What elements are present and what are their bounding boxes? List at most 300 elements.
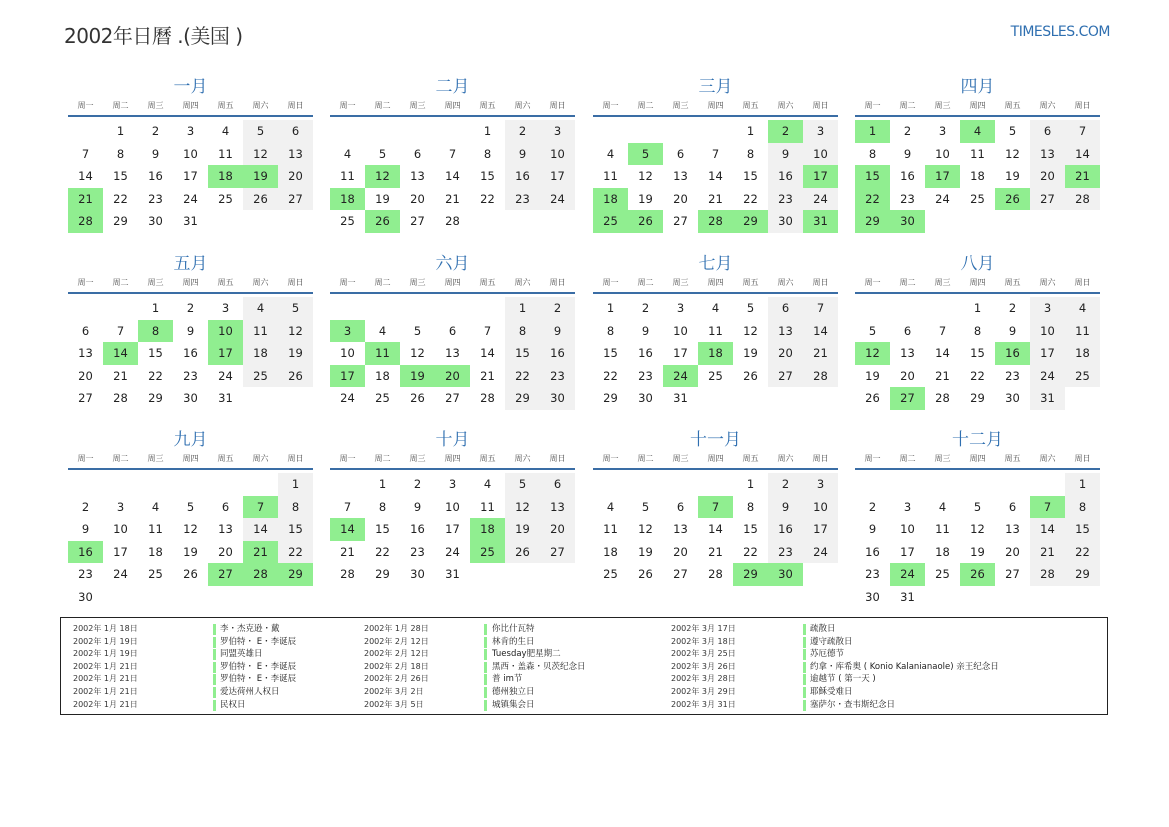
day-cell[interactable]: 4 [711, 301, 720, 315]
day-cell[interactable]: 27 [1005, 567, 1020, 581]
holiday-day-cell[interactable]: 21 [68, 188, 103, 211]
day-cell[interactable]: 14 [803, 320, 838, 343]
day-cell[interactable]: 15 [603, 346, 618, 360]
day-cell[interactable]: 24 [340, 391, 355, 405]
holiday-day-cell[interactable]: 21 [1065, 165, 1100, 188]
day-cell[interactable]: 26 [183, 567, 198, 581]
day-cell[interactable]: 15 [480, 169, 495, 183]
day-cell[interactable]: 30 [638, 391, 653, 405]
holiday-day-cell[interactable]: 30 [768, 563, 803, 586]
day-cell[interactable]: 21 [803, 342, 838, 365]
day-cell[interactable]: 6 [221, 499, 230, 514]
holiday-day-cell[interactable]: 25 [470, 541, 505, 564]
day-cell[interactable]: 26 [243, 188, 278, 211]
holiday-day-cell[interactable]: 28 [243, 563, 278, 586]
day-cell[interactable]: 21 [480, 368, 495, 383]
day-cell[interactable]: 4 [378, 323, 387, 338]
day-cell[interactable]: 21 [113, 368, 128, 383]
day-cell[interactable]: 9 [1008, 323, 1017, 338]
day-cell[interactable]: 2 [413, 477, 422, 491]
day-cell[interactable]: 19 [375, 191, 390, 206]
day-cell[interactable]: 29 [505, 387, 540, 410]
holiday-day-cell[interactable]: 3 [330, 320, 365, 343]
day-cell[interactable]: 6 [278, 120, 313, 143]
day-cell[interactable]: 23 [148, 191, 163, 206]
day-cell[interactable]: 10 [1030, 320, 1065, 343]
day-cell[interactable]: 19 [638, 191, 653, 206]
holiday-day-cell[interactable]: 10 [208, 320, 243, 343]
day-cell[interactable]: 22 [603, 368, 618, 383]
day-cell[interactable]: 4 [221, 124, 230, 138]
day-cell[interactable]: 30 [183, 391, 198, 405]
day-cell[interactable]: 7 [81, 146, 90, 161]
day-cell[interactable]: 31 [1030, 387, 1065, 410]
day-cell[interactable]: 10 [803, 143, 838, 166]
holiday-day-cell[interactable]: 26 [960, 563, 995, 586]
day-cell[interactable]: 23 [540, 365, 575, 388]
day-cell[interactable]: 13 [673, 169, 688, 183]
day-cell[interactable]: 13 [900, 346, 915, 360]
day-cell[interactable]: 13 [1030, 143, 1065, 166]
day-cell[interactable]: 8 [505, 320, 540, 343]
holiday-day-cell[interactable]: 5 [628, 143, 663, 166]
day-cell[interactable]: 15 [743, 169, 758, 183]
day-cell[interactable]: 22 [743, 544, 758, 559]
day-cell[interactable]: 24 [540, 188, 575, 211]
day-cell[interactable]: 19 [743, 346, 758, 360]
day-cell[interactable]: 24 [935, 191, 950, 206]
day-cell[interactable]: 19 [865, 368, 880, 383]
day-cell[interactable]: 10 [113, 522, 128, 536]
day-cell[interactable]: 23 [78, 567, 93, 581]
day-cell[interactable]: 11 [243, 320, 278, 343]
day-cell[interactable]: 2 [1008, 301, 1017, 315]
day-cell[interactable]: 4 [243, 297, 278, 320]
day-cell[interactable]: 20 [218, 544, 233, 559]
holiday-day-cell[interactable]: 18 [698, 342, 733, 365]
day-cell[interactable]: 30 [540, 387, 575, 410]
day-cell[interactable]: 16 [865, 544, 880, 559]
holiday-day-cell[interactable]: 17 [925, 165, 960, 188]
day-cell[interactable]: 11 [1065, 320, 1100, 343]
day-cell[interactable]: 19 [278, 342, 313, 365]
day-cell[interactable]: 9 [641, 323, 650, 338]
day-cell[interactable]: 23 [410, 544, 425, 559]
day-cell[interactable]: 24 [113, 567, 128, 581]
day-cell[interactable]: 1 [505, 297, 540, 320]
day-cell[interactable]: 3 [1030, 297, 1065, 320]
day-cell[interactable]: 30 [410, 567, 425, 581]
day-cell[interactable]: 25 [218, 191, 233, 206]
day-cell[interactable]: 2 [186, 301, 195, 315]
day-cell[interactable]: 9 [903, 146, 912, 161]
day-cell[interactable]: 18 [375, 368, 390, 383]
day-cell[interactable]: 3 [221, 301, 230, 315]
day-cell[interactable]: 10 [673, 323, 688, 338]
day-cell[interactable]: 4 [606, 146, 615, 161]
holiday-day-cell[interactable]: 18 [330, 188, 365, 211]
day-cell[interactable]: 23 [900, 191, 915, 206]
day-cell[interactable]: 17 [673, 346, 688, 360]
day-cell[interactable]: 28 [480, 391, 495, 405]
day-cell[interactable]: 2 [768, 473, 803, 496]
day-cell[interactable]: 2 [868, 499, 877, 514]
day-cell[interactable]: 12 [743, 323, 758, 338]
site-logo[interactable]: TIMESLES.COM [1010, 24, 1110, 40]
day-cell[interactable]: 5 [243, 120, 278, 143]
day-cell[interactable]: 10 [340, 346, 355, 360]
holiday-day-cell[interactable]: 19 [400, 365, 435, 388]
day-cell[interactable]: 8 [483, 146, 492, 161]
day-cell[interactable]: 9 [186, 323, 195, 338]
day-cell[interactable]: 19 [638, 544, 653, 559]
day-cell[interactable]: 11 [148, 522, 163, 536]
day-cell[interactable]: 13 [1005, 522, 1020, 536]
day-cell[interactable]: 9 [768, 143, 803, 166]
day-cell[interactable]: 28 [935, 391, 950, 405]
day-cell[interactable]: 22 [113, 191, 128, 206]
day-cell[interactable]: 1 [151, 301, 160, 315]
day-cell[interactable]: 19 [1005, 169, 1020, 183]
day-cell[interactable]: 30 [78, 589, 93, 604]
day-cell[interactable]: 16 [540, 342, 575, 365]
day-cell[interactable]: 15 [970, 346, 985, 360]
day-cell[interactable]: 12 [638, 169, 653, 183]
day-cell[interactable]: 25 [935, 567, 950, 581]
day-cell[interactable]: 17 [183, 169, 198, 183]
day-cell[interactable]: 1 [746, 477, 755, 491]
day-cell[interactable]: 13 [278, 143, 313, 166]
day-cell[interactable]: 22 [505, 365, 540, 388]
day-cell[interactable]: 16 [900, 169, 915, 183]
day-cell[interactable]: 7 [116, 323, 125, 338]
day-cell[interactable]: 13 [445, 346, 460, 360]
holiday-day-cell[interactable]: 17 [330, 365, 365, 388]
day-cell[interactable]: 12 [638, 522, 653, 536]
day-cell[interactable]: 26 [638, 567, 653, 581]
day-cell[interactable]: 16 [410, 522, 425, 536]
holiday-day-cell[interactable]: 7 [243, 496, 278, 519]
day-cell[interactable]: 29 [603, 391, 618, 405]
holiday-day-cell[interactable]: 18 [593, 188, 628, 211]
day-cell[interactable]: 8 [746, 499, 755, 514]
day-cell[interactable]: 29 [970, 391, 985, 405]
day-cell[interactable]: 27 [78, 391, 93, 405]
holiday-day-cell[interactable]: 2 [768, 120, 803, 143]
holiday-day-cell[interactable]: 16 [995, 342, 1030, 365]
holiday-day-cell[interactable]: 4 [960, 120, 995, 143]
day-cell[interactable]: 4 [1065, 297, 1100, 320]
holiday-day-cell[interactable]: 20 [435, 365, 470, 388]
day-cell[interactable]: 20 [768, 342, 803, 365]
day-cell[interactable]: 3 [116, 499, 125, 514]
day-cell[interactable]: 28 [803, 365, 838, 388]
day-cell[interactable]: 27 [673, 214, 688, 228]
day-cell[interactable]: 11 [218, 146, 233, 161]
day-cell[interactable]: 15 [505, 342, 540, 365]
day-cell[interactable]: 8 [278, 496, 313, 519]
day-cell[interactable]: 20 [278, 165, 313, 188]
day-cell[interactable]: 18 [148, 544, 163, 559]
day-cell[interactable]: 13 [410, 169, 425, 183]
day-cell[interactable]: 9 [151, 146, 160, 161]
day-cell[interactable]: 23 [505, 188, 540, 211]
day-cell[interactable]: 20 [1005, 544, 1020, 559]
holiday-day-cell[interactable]: 29 [733, 210, 768, 233]
day-cell[interactable]: 15 [743, 522, 758, 536]
day-cell[interactable]: 8 [746, 146, 755, 161]
day-cell[interactable]: 20 [540, 518, 575, 541]
holiday-day-cell[interactable]: 14 [330, 518, 365, 541]
day-cell[interactable]: 19 [505, 518, 540, 541]
day-cell[interactable]: 23 [183, 368, 198, 383]
day-cell[interactable]: 6 [540, 473, 575, 496]
day-cell[interactable]: 10 [540, 143, 575, 166]
day-cell[interactable]: 4 [151, 499, 160, 514]
day-cell[interactable]: 5 [378, 146, 387, 161]
day-cell[interactable]: 20 [900, 368, 915, 383]
holiday-day-cell[interactable]: 27 [890, 387, 925, 410]
day-cell[interactable]: 22 [278, 541, 313, 564]
day-cell[interactable]: 5 [413, 323, 422, 338]
day-cell[interactable]: 6 [448, 323, 457, 338]
day-cell[interactable]: 17 [445, 522, 460, 536]
day-cell[interactable]: 9 [81, 522, 90, 536]
day-cell[interactable]: 26 [865, 391, 880, 405]
day-cell[interactable]: 31 [445, 567, 460, 581]
day-cell[interactable]: 2 [151, 124, 160, 138]
day-cell[interactable]: 5 [973, 499, 982, 514]
day-cell[interactable]: 8 [1065, 496, 1100, 519]
day-cell[interactable]: 18 [603, 544, 618, 559]
day-cell[interactable]: 1 [746, 124, 755, 138]
day-cell[interactable]: 25 [375, 391, 390, 405]
holiday-day-cell[interactable]: 30 [890, 210, 925, 233]
day-cell[interactable]: 13 [540, 496, 575, 519]
day-cell[interactable]: 27 [410, 214, 425, 228]
day-cell[interactable]: 10 [445, 499, 460, 514]
holiday-day-cell[interactable]: 8 [138, 320, 173, 343]
day-cell[interactable]: 9 [413, 499, 422, 514]
day-cell[interactable]: 11 [708, 323, 723, 338]
day-cell[interactable]: 20 [1030, 165, 1065, 188]
day-cell[interactable]: 2 [540, 297, 575, 320]
day-cell[interactable]: 26 [505, 541, 540, 564]
day-cell[interactable]: 14 [243, 518, 278, 541]
day-cell[interactable]: 30 [865, 589, 880, 604]
day-cell[interactable]: 29 [375, 567, 390, 581]
day-cell[interactable]: 9 [540, 320, 575, 343]
day-cell[interactable]: 26 [278, 365, 313, 388]
day-cell[interactable]: 22 [1065, 541, 1100, 564]
day-cell[interactable]: 31 [183, 214, 198, 228]
day-cell[interactable]: 31 [218, 391, 233, 405]
day-cell[interactable]: 15 [113, 169, 128, 183]
day-cell[interactable]: 8 [868, 146, 877, 161]
day-cell[interactable]: 25 [970, 191, 985, 206]
day-cell[interactable]: 11 [340, 169, 355, 183]
day-cell[interactable]: 9 [868, 522, 877, 536]
day-cell[interactable]: 20 [78, 368, 93, 383]
day-cell[interactable]: 5 [278, 297, 313, 320]
day-cell[interactable]: 17 [900, 544, 915, 559]
day-cell[interactable]: 5 [641, 499, 650, 514]
holiday-day-cell[interactable]: 18 [208, 165, 243, 188]
day-cell[interactable]: 6 [676, 146, 685, 161]
day-cell[interactable]: 14 [1030, 518, 1065, 541]
day-cell[interactable]: 6 [81, 323, 90, 338]
day-cell[interactable]: 15 [278, 518, 313, 541]
day-cell[interactable]: 14 [935, 346, 950, 360]
holiday-day-cell[interactable]: 29 [855, 210, 890, 233]
day-cell[interactable]: 26 [743, 368, 758, 383]
day-cell[interactable]: 15 [375, 522, 390, 536]
day-cell[interactable]: 25 [243, 365, 278, 388]
day-cell[interactable]: 25 [708, 368, 723, 383]
day-cell[interactable]: 24 [445, 544, 460, 559]
day-cell[interactable]: 22 [375, 544, 390, 559]
day-cell[interactable]: 22 [480, 191, 495, 206]
day-cell[interactable]: 11 [935, 522, 950, 536]
day-cell[interactable]: 21 [708, 191, 723, 206]
day-cell[interactable]: 10 [183, 146, 198, 161]
day-cell[interactable]: 4 [938, 499, 947, 514]
day-cell[interactable]: 18 [243, 342, 278, 365]
holiday-day-cell[interactable]: 14 [103, 342, 138, 365]
day-cell[interactable]: 29 [148, 391, 163, 405]
day-cell[interactable]: 7 [803, 297, 838, 320]
day-cell[interactable]: 1 [278, 473, 313, 496]
day-cell[interactable]: 5 [868, 323, 877, 338]
day-cell[interactable]: 2 [505, 120, 540, 143]
day-cell[interactable]: 27 [278, 188, 313, 211]
day-cell[interactable]: 22 [743, 191, 758, 206]
holiday-day-cell[interactable]: 28 [698, 210, 733, 233]
day-cell[interactable]: 20 [673, 544, 688, 559]
day-cell[interactable]: 11 [603, 522, 618, 536]
day-cell[interactable]: 13 [768, 320, 803, 343]
day-cell[interactable]: 6 [413, 146, 422, 161]
day-cell[interactable]: 23 [865, 567, 880, 581]
day-cell[interactable]: 5 [1008, 124, 1017, 138]
day-cell[interactable]: 8 [378, 499, 387, 514]
day-cell[interactable]: 2 [903, 124, 912, 138]
day-cell[interactable]: 19 [970, 544, 985, 559]
day-cell[interactable]: 30 [1005, 391, 1020, 405]
day-cell[interactable]: 12 [970, 522, 985, 536]
holiday-day-cell[interactable]: 12 [855, 342, 890, 365]
day-cell[interactable]: 3 [448, 477, 457, 491]
holiday-day-cell[interactable]: 28 [68, 210, 103, 233]
day-cell[interactable]: 21 [935, 368, 950, 383]
day-cell[interactable]: 27 [673, 567, 688, 581]
day-cell[interactable]: 16 [638, 346, 653, 360]
day-cell[interactable]: 26 [410, 391, 425, 405]
holiday-day-cell[interactable]: 29 [733, 563, 768, 586]
day-cell[interactable]: 12 [505, 496, 540, 519]
day-cell[interactable]: 16 [148, 169, 163, 183]
day-cell[interactable]: 2 [641, 301, 650, 315]
day-cell[interactable]: 23 [1005, 368, 1020, 383]
day-cell[interactable]: 18 [970, 169, 985, 183]
holiday-day-cell[interactable]: 24 [663, 365, 698, 388]
day-cell[interactable]: 10 [803, 496, 838, 519]
holiday-day-cell[interactable]: 7 [1030, 496, 1065, 519]
day-cell[interactable]: 28 [708, 567, 723, 581]
day-cell[interactable]: 3 [938, 124, 947, 138]
day-cell[interactable]: 20 [673, 191, 688, 206]
day-cell[interactable]: 23 [638, 368, 653, 383]
day-cell[interactable]: 12 [278, 320, 313, 343]
holiday-day-cell[interactable]: 17 [208, 342, 243, 365]
day-cell[interactable]: 1 [973, 301, 982, 315]
day-cell[interactable]: 17 [540, 165, 575, 188]
day-cell[interactable]: 1 [483, 124, 492, 138]
day-cell[interactable]: 8 [606, 323, 615, 338]
holiday-day-cell[interactable]: 16 [68, 541, 103, 564]
day-cell[interactable]: 5 [186, 499, 195, 514]
day-cell[interactable]: 20 [410, 191, 425, 206]
day-cell[interactable]: 3 [803, 120, 838, 143]
day-cell[interactable]: 28 [113, 391, 128, 405]
holiday-day-cell[interactable]: 1 [855, 120, 890, 143]
day-cell[interactable]: 14 [1065, 143, 1100, 166]
day-cell[interactable]: 11 [970, 146, 985, 161]
day-cell[interactable]: 24 [803, 541, 838, 564]
day-cell[interactable]: 1 [116, 124, 125, 138]
day-cell[interactable]: 28 [340, 567, 355, 581]
day-cell[interactable]: 21 [340, 544, 355, 559]
day-cell[interactable]: 3 [803, 473, 838, 496]
day-cell[interactable]: 16 [505, 165, 540, 188]
day-cell[interactable]: 6 [1030, 120, 1065, 143]
day-cell[interactable]: 25 [603, 567, 618, 581]
day-cell[interactable]: 31 [673, 391, 688, 405]
day-cell[interactable]: 14 [78, 169, 93, 183]
day-cell[interactable]: 3 [540, 120, 575, 143]
day-cell[interactable]: 30 [148, 214, 163, 228]
day-cell[interactable]: 3 [903, 499, 912, 514]
holiday-day-cell[interactable]: 26 [365, 210, 400, 233]
holiday-day-cell[interactable]: 27 [208, 563, 243, 586]
day-cell[interactable]: 14 [445, 169, 460, 183]
day-cell[interactable]: 11 [603, 169, 618, 183]
day-cell[interactable]: 14 [480, 346, 495, 360]
day-cell[interactable]: 21 [445, 191, 460, 206]
day-cell[interactable]: 28 [445, 214, 460, 228]
holiday-day-cell[interactable]: 17 [803, 165, 838, 188]
day-cell[interactable]: 28 [1030, 563, 1065, 586]
day-cell[interactable]: 27 [1030, 188, 1065, 211]
holiday-day-cell[interactable]: 15 [855, 165, 890, 188]
day-cell[interactable]: 13 [78, 346, 93, 360]
day-cell[interactable]: 10 [900, 522, 915, 536]
day-cell[interactable]: 27 [540, 541, 575, 564]
day-cell[interactable]: 27 [445, 391, 460, 405]
holiday-day-cell[interactable]: 19 [243, 165, 278, 188]
day-cell[interactable]: 16 [183, 346, 198, 360]
day-cell[interactable]: 1 [1065, 473, 1100, 496]
day-cell[interactable]: 12 [243, 143, 278, 166]
day-cell[interactable]: 17 [803, 518, 838, 541]
day-cell[interactable]: 24 [218, 368, 233, 383]
day-cell[interactable]: 25 [148, 567, 163, 581]
day-cell[interactable]: 9 [768, 496, 803, 519]
day-cell[interactable]: 31 [900, 589, 915, 604]
holiday-day-cell[interactable]: 11 [365, 342, 400, 365]
day-cell[interactable]: 16 [768, 165, 803, 188]
day-cell[interactable]: 8 [116, 146, 125, 161]
